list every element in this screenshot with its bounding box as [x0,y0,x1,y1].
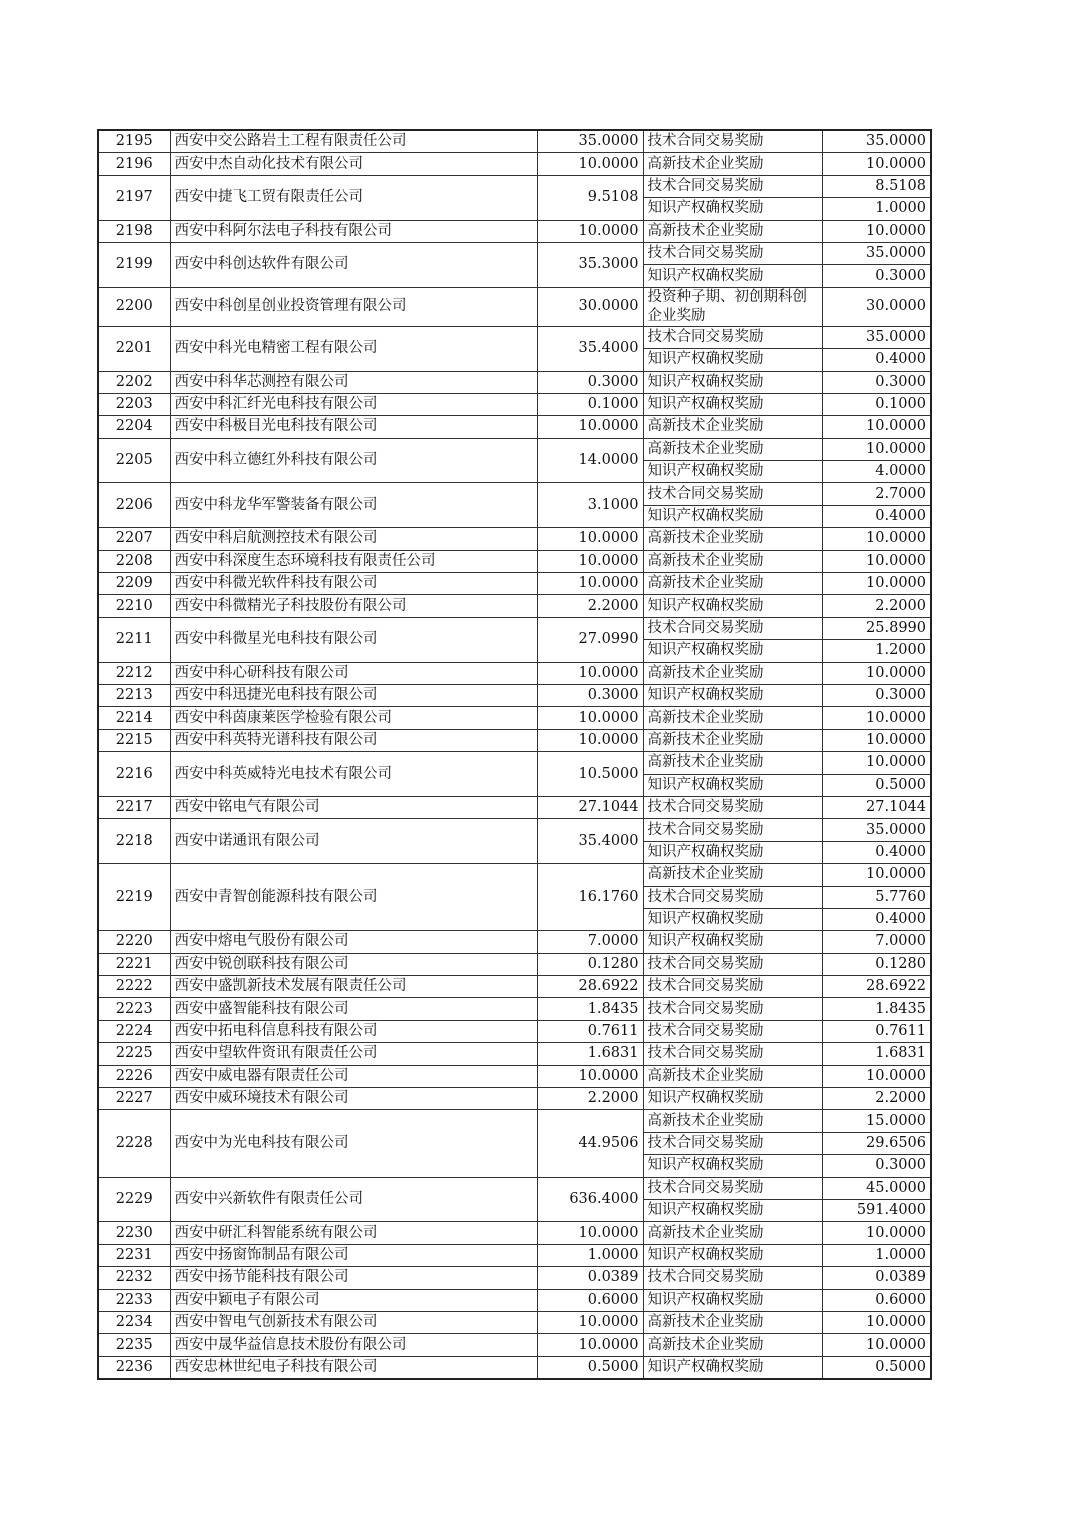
serial-number-cell: 2196 [98,153,170,175]
award-amount-cell: 15.0000 [822,1110,931,1132]
total-amount-cell: 14.0000 [537,438,643,483]
serial-number-cell: 2224 [98,1020,170,1042]
company-name-cell: 西安中晟华益信息技术股份有限公司 [170,1334,537,1356]
award-amount-cell: 1.2000 [822,640,931,662]
table-row [98,796,931,818]
company-name-cell: 西安中科微星光电科技有限公司 [170,617,537,662]
award-amount-cell: 0.3000 [822,1155,931,1177]
award-type-cell: 知识产权确权奖励 [643,1244,822,1266]
award-type-cell: 技术合同交易奖励 [643,175,822,197]
award-amount-cell: 0.0389 [822,1267,931,1289]
company-name-cell: 西安中科英特光谱科技有限公司 [170,729,537,751]
table-row [98,1267,931,1289]
total-amount-cell: 636.4000 [537,1177,643,1222]
total-amount-cell: 35.3000 [537,242,643,287]
company-name-cell: 西安中杰自动化技术有限公司 [170,153,537,175]
award-type-cell: 技术合同交易奖励 [643,483,822,505]
serial-number-cell: 2195 [98,130,170,153]
table-row [98,684,931,706]
company-name-cell: 西安中科创达软件有限公司 [170,242,537,287]
company-name-cell: 西安中为光电科技有限公司 [170,1110,537,1177]
award-type-cell: 技术合同交易奖励 [643,953,822,975]
serial-number-cell: 2230 [98,1222,170,1244]
award-type-cell: 高新技术企业奖励 [643,416,822,438]
award-type-cell: 技术合同交易奖励 [643,998,822,1020]
company-name-cell: 西安中科茵康莱医学检验有限公司 [170,707,537,729]
total-amount-cell: 10.0000 [537,1334,643,1356]
company-name-cell: 西安中威电器有限责任公司 [170,1065,537,1087]
serial-number-cell: 2231 [98,1244,170,1266]
company-name-cell: 西安中扬窗饰制品有限公司 [170,1244,537,1266]
award-amount-cell: 10.0000 [822,662,931,684]
table-row [98,998,931,1020]
award-type-cell: 高新技术企业奖励 [643,729,822,751]
table-row [98,242,931,264]
award-type-cell: 高新技术企业奖励 [643,864,822,886]
award-type-cell: 高新技术企业奖励 [643,550,822,572]
total-amount-cell: 10.5000 [537,752,643,797]
award-type-cell: 知识产权确权奖励 [643,349,822,371]
award-type-cell: 知识产权确权奖励 [643,265,822,287]
serial-number-cell: 2219 [98,864,170,931]
award-amount-cell: 0.4000 [822,349,931,371]
table-row [98,931,931,953]
award-amount-cell: 0.3000 [822,371,931,393]
company-name-cell: 西安中科迅捷光电科技有限公司 [170,684,537,706]
serial-number-cell: 2201 [98,326,170,371]
serial-number-cell: 2208 [98,550,170,572]
award-type-cell: 技术合同交易奖励 [643,1043,822,1065]
award-amount-cell: 10.0000 [822,220,931,242]
company-name-cell: 西安中颖电子有限公司 [170,1289,537,1311]
table-row [98,1177,931,1199]
total-amount-cell: 2.2000 [537,595,643,617]
serial-number-cell: 2216 [98,752,170,797]
table-row [98,1020,931,1042]
total-amount-cell: 35.4000 [537,326,643,371]
table-row [98,1110,931,1132]
award-amount-cell: 8.5108 [822,175,931,197]
serial-number-cell: 2218 [98,819,170,864]
award-amount-cell: 2.2000 [822,1088,931,1110]
award-amount-cell: 35.0000 [822,819,931,841]
total-amount-cell: 10.0000 [537,153,643,175]
total-amount-cell: 1.0000 [537,1244,643,1266]
award-table-page [97,129,930,1380]
total-amount-cell: 1.8435 [537,998,643,1020]
table-row [98,953,931,975]
serial-number-cell: 2217 [98,796,170,818]
table-row [98,864,931,886]
company-name-cell: 西安中铭电气有限公司 [170,796,537,818]
award-type-cell: 知识产权确权奖励 [643,1356,822,1379]
award-amount-cell: 591.4000 [822,1199,931,1221]
table-row [98,130,931,153]
total-amount-cell: 16.1760 [537,864,643,931]
serial-number-cell: 2236 [98,1356,170,1379]
serial-number-cell: 2210 [98,595,170,617]
award-amount-cell: 4.0000 [822,461,931,483]
table-row [98,573,931,595]
award-type-cell: 技术合同交易奖励 [643,796,822,818]
total-amount-cell: 10.0000 [537,707,643,729]
table-row [98,393,931,415]
company-name-cell: 西安中科创星创业投资管理有限公司 [170,287,537,326]
award-amount-cell: 35.0000 [822,130,931,153]
award-amount-cell: 2.7000 [822,483,931,505]
award-type-cell: 高新技术企业奖励 [643,752,822,774]
award-amount-cell: 10.0000 [822,1311,931,1333]
total-amount-cell: 10.0000 [537,573,643,595]
table-row [98,1244,931,1266]
award-amount-cell: 0.4000 [822,908,931,930]
serial-number-cell: 2215 [98,729,170,751]
award-type-cell: 高新技术企业奖励 [643,1110,822,1132]
award-amount-cell: 35.0000 [822,326,931,348]
award-type-cell: 投资种子期、初创期科创企业奖励 [643,287,822,326]
total-amount-cell: 10.0000 [537,1311,643,1333]
award-amount-cell: 0.5000 [822,1356,931,1379]
total-amount-cell: 27.1044 [537,796,643,818]
table-row [98,1334,931,1356]
award-type-cell: 知识产权确权奖励 [643,1088,822,1110]
company-name-cell: 西安中盛凯新技术发展有限责任公司 [170,976,537,998]
award-type-cell: 技术合同交易奖励 [643,130,822,153]
serial-number-cell: 2221 [98,953,170,975]
award-type-cell: 技术合同交易奖励 [643,1020,822,1042]
award-amount-cell: 10.0000 [822,864,931,886]
award-type-cell: 高新技术企业奖励 [643,1334,822,1356]
company-name-cell: 西安中研汇科智能系统有限公司 [170,1222,537,1244]
table-row [98,1222,931,1244]
award-table-body [98,130,931,1379]
award-type-cell: 知识产权确权奖励 [643,505,822,527]
table-row [98,371,931,393]
serial-number-cell: 2235 [98,1334,170,1356]
award-amount-cell: 45.0000 [822,1177,931,1199]
total-amount-cell: 44.9506 [537,1110,643,1177]
company-name-cell: 西安中诺通讯有限公司 [170,819,537,864]
total-amount-cell: 9.5108 [537,175,643,220]
company-name-cell: 西安中扬节能科技有限公司 [170,1267,537,1289]
award-amount-cell: 0.5000 [822,774,931,796]
serial-number-cell: 2232 [98,1267,170,1289]
table-row [98,1088,931,1110]
award-amount-cell: 29.6506 [822,1132,931,1154]
table-row [98,550,931,572]
serial-number-cell: 2233 [98,1289,170,1311]
award-amount-cell: 0.1280 [822,953,931,975]
company-name-cell: 西安中科启航测控技术有限公司 [170,528,537,550]
serial-number-cell: 2211 [98,617,170,662]
award-type-cell: 知识产权确权奖励 [643,371,822,393]
table-row [98,483,931,505]
serial-number-cell: 2200 [98,287,170,326]
total-amount-cell: 35.4000 [537,819,643,864]
award-type-cell: 知识产权确权奖励 [643,393,822,415]
total-amount-cell: 3.1000 [537,483,643,528]
award-type-cell: 技术合同交易奖励 [643,1267,822,1289]
award-amount-cell: 1.0000 [822,1244,931,1266]
table-row [98,287,931,326]
total-amount-cell: 2.2000 [537,1088,643,1110]
serial-number-cell: 2223 [98,998,170,1020]
company-name-cell: 西安中科心研科技有限公司 [170,662,537,684]
award-type-cell: 高新技术企业奖励 [643,220,822,242]
total-amount-cell: 0.3000 [537,684,643,706]
award-type-cell: 技术合同交易奖励 [643,1177,822,1199]
serial-number-cell: 2212 [98,662,170,684]
table-row [98,752,931,774]
award-type-cell: 知识产权确权奖励 [643,1155,822,1177]
table-row [98,1311,931,1333]
table-row [98,976,931,998]
company-name-cell: 西安中青智创能源科技有限公司 [170,864,537,931]
award-type-cell: 高新技术企业奖励 [643,1311,822,1333]
company-name-cell: 西安中科微光软件科技有限公司 [170,573,537,595]
total-amount-cell: 0.6000 [537,1289,643,1311]
company-name-cell: 西安中熔电气股份有限公司 [170,931,537,953]
award-amount-cell: 0.3000 [822,684,931,706]
award-amount-cell: 25.8990 [822,617,931,639]
award-amount-cell: 5.7760 [822,886,931,908]
award-type-cell: 知识产权确权奖励 [643,684,822,706]
total-amount-cell: 0.5000 [537,1356,643,1379]
table-row [98,707,931,729]
serial-number-cell: 2206 [98,483,170,528]
serial-number-cell: 2203 [98,393,170,415]
award-amount-cell: 10.0000 [822,1065,931,1087]
award-type-cell: 技术合同交易奖励 [643,617,822,639]
serial-number-cell: 2207 [98,528,170,550]
award-type-cell: 知识产权确权奖励 [643,931,822,953]
total-amount-cell: 30.0000 [537,287,643,326]
award-amount-cell: 10.0000 [822,416,931,438]
award-amount-cell: 0.3000 [822,265,931,287]
award-amount-cell: 7.0000 [822,931,931,953]
company-name-cell: 西安中科立德红外科技有限公司 [170,438,537,483]
table-row [98,438,931,460]
award-amount-cell: 0.4000 [822,505,931,527]
company-name-cell: 西安中交公路岩土工程有限责任公司 [170,130,537,153]
total-amount-cell: 10.0000 [537,528,643,550]
total-amount-cell: 0.1280 [537,953,643,975]
total-amount-cell: 10.0000 [537,220,643,242]
award-type-cell: 知识产权确权奖励 [643,1199,822,1221]
award-amount-cell: 10.0000 [822,707,931,729]
total-amount-cell: 10.0000 [537,1065,643,1087]
serial-number-cell: 2213 [98,684,170,706]
award-type-cell: 高新技术企业奖励 [643,707,822,729]
company-name-cell: 西安中威环境技术有限公司 [170,1088,537,1110]
award-amount-cell: 1.6831 [822,1043,931,1065]
award-amount-cell: 10.0000 [822,1222,931,1244]
company-name-cell: 西安中拓电科信息科技有限公司 [170,1020,537,1042]
table-row [98,819,931,841]
award-type-cell: 知识产权确权奖励 [643,640,822,662]
serial-number-cell: 2220 [98,931,170,953]
company-name-cell: 西安中科阿尔法电子科技有限公司 [170,220,537,242]
award-type-cell: 知识产权确权奖励 [643,198,822,220]
total-amount-cell: 0.0389 [537,1267,643,1289]
award-amount-cell: 0.7611 [822,1020,931,1042]
serial-number-cell: 2209 [98,573,170,595]
award-table [97,129,932,1380]
company-name-cell: 西安中科极目光电科技有限公司 [170,416,537,438]
total-amount-cell: 10.0000 [537,550,643,572]
award-type-cell: 高新技术企业奖励 [643,438,822,460]
serial-number-cell: 2222 [98,976,170,998]
table-row [98,528,931,550]
table-row [98,175,931,197]
total-amount-cell: 10.0000 [537,662,643,684]
total-amount-cell: 7.0000 [537,931,643,953]
award-type-cell: 高新技术企业奖励 [643,153,822,175]
award-type-cell: 知识产权确权奖励 [643,908,822,930]
total-amount-cell: 0.1000 [537,393,643,415]
table-row [98,220,931,242]
award-amount-cell: 10.0000 [822,729,931,751]
award-amount-cell: 10.0000 [822,752,931,774]
award-amount-cell: 0.6000 [822,1289,931,1311]
award-amount-cell: 10.0000 [822,438,931,460]
company-name-cell: 西安忠林世纪电子科技有限公司 [170,1356,537,1379]
total-amount-cell: 10.0000 [537,1222,643,1244]
award-type-cell: 知识产权确权奖励 [643,595,822,617]
company-name-cell: 西安中捷飞工贸有限责任公司 [170,175,537,220]
award-type-cell: 高新技术企业奖励 [643,528,822,550]
company-name-cell: 西安中望软件资讯有限责任公司 [170,1043,537,1065]
company-name-cell: 西安中科光电精密工程有限公司 [170,326,537,371]
table-row [98,1289,931,1311]
award-type-cell: 高新技术企业奖励 [643,1222,822,1244]
company-name-cell: 西安中兴新软件有限责任公司 [170,1177,537,1222]
table-row [98,617,931,639]
award-amount-cell: 10.0000 [822,153,931,175]
serial-number-cell: 2214 [98,707,170,729]
company-name-cell: 西安中智电气创新技术有限公司 [170,1311,537,1333]
serial-number-cell: 2204 [98,416,170,438]
award-amount-cell: 0.1000 [822,393,931,415]
company-name-cell: 西安中科微精光子科技股份有限公司 [170,595,537,617]
award-type-cell: 知识产权确权奖励 [643,461,822,483]
serial-number-cell: 2226 [98,1065,170,1087]
total-amount-cell: 0.3000 [537,371,643,393]
award-amount-cell: 10.0000 [822,528,931,550]
total-amount-cell: 1.6831 [537,1043,643,1065]
serial-number-cell: 2197 [98,175,170,220]
award-amount-cell: 1.8435 [822,998,931,1020]
serial-number-cell: 2225 [98,1043,170,1065]
serial-number-cell: 2228 [98,1110,170,1177]
company-name-cell: 西安中盛智能科技有限公司 [170,998,537,1020]
award-type-cell: 高新技术企业奖励 [643,662,822,684]
table-row [98,595,931,617]
table-row [98,662,931,684]
company-name-cell: 西安中科深度生态环境科技有限责任公司 [170,550,537,572]
award-type-cell: 技术合同交易奖励 [643,1132,822,1154]
award-amount-cell: 10.0000 [822,550,931,572]
company-name-cell: 西安中科英威特光电技术有限公司 [170,752,537,797]
award-type-cell: 技术合同交易奖励 [643,326,822,348]
table-row [98,326,931,348]
serial-number-cell: 2227 [98,1088,170,1110]
table-row [98,153,931,175]
award-amount-cell: 28.6922 [822,976,931,998]
serial-number-cell: 2234 [98,1311,170,1333]
award-amount-cell: 2.2000 [822,595,931,617]
table-row [98,1043,931,1065]
table-row [98,1065,931,1087]
award-amount-cell: 27.1044 [822,796,931,818]
award-type-cell: 知识产权确权奖励 [643,1289,822,1311]
award-amount-cell: 10.0000 [822,1334,931,1356]
total-amount-cell: 10.0000 [537,729,643,751]
total-amount-cell: 0.7611 [537,1020,643,1042]
award-amount-cell: 35.0000 [822,242,931,264]
serial-number-cell: 2229 [98,1177,170,1222]
award-type-cell: 技术合同交易奖励 [643,886,822,908]
award-amount-cell: 0.4000 [822,841,931,863]
award-type-cell: 知识产权确权奖励 [643,774,822,796]
total-amount-cell: 27.0990 [537,617,643,662]
company-name-cell: 西安中科龙华军警装备有限公司 [170,483,537,528]
table-row [98,416,931,438]
award-type-cell: 技术合同交易奖励 [643,242,822,264]
award-type-cell: 知识产权确权奖励 [643,841,822,863]
award-amount-cell: 10.0000 [822,573,931,595]
total-amount-cell: 10.0000 [537,416,643,438]
company-name-cell: 西安中科华芯测控有限公司 [170,371,537,393]
serial-number-cell: 2202 [98,371,170,393]
award-type-cell: 技术合同交易奖励 [643,819,822,841]
serial-number-cell: 2205 [98,438,170,483]
company-name-cell: 西安中科汇纤光电科技有限公司 [170,393,537,415]
award-type-cell: 技术合同交易奖励 [643,976,822,998]
award-type-cell: 高新技术企业奖励 [643,1065,822,1087]
serial-number-cell: 2198 [98,220,170,242]
table-row [98,1356,931,1379]
total-amount-cell: 28.6922 [537,976,643,998]
table-row [98,729,931,751]
company-name-cell: 西安中锐创联科技有限公司 [170,953,537,975]
award-amount-cell: 30.0000 [822,287,931,326]
award-amount-cell: 1.0000 [822,198,931,220]
total-amount-cell: 35.0000 [537,130,643,153]
award-type-cell: 高新技术企业奖励 [643,573,822,595]
serial-number-cell: 2199 [98,242,170,287]
